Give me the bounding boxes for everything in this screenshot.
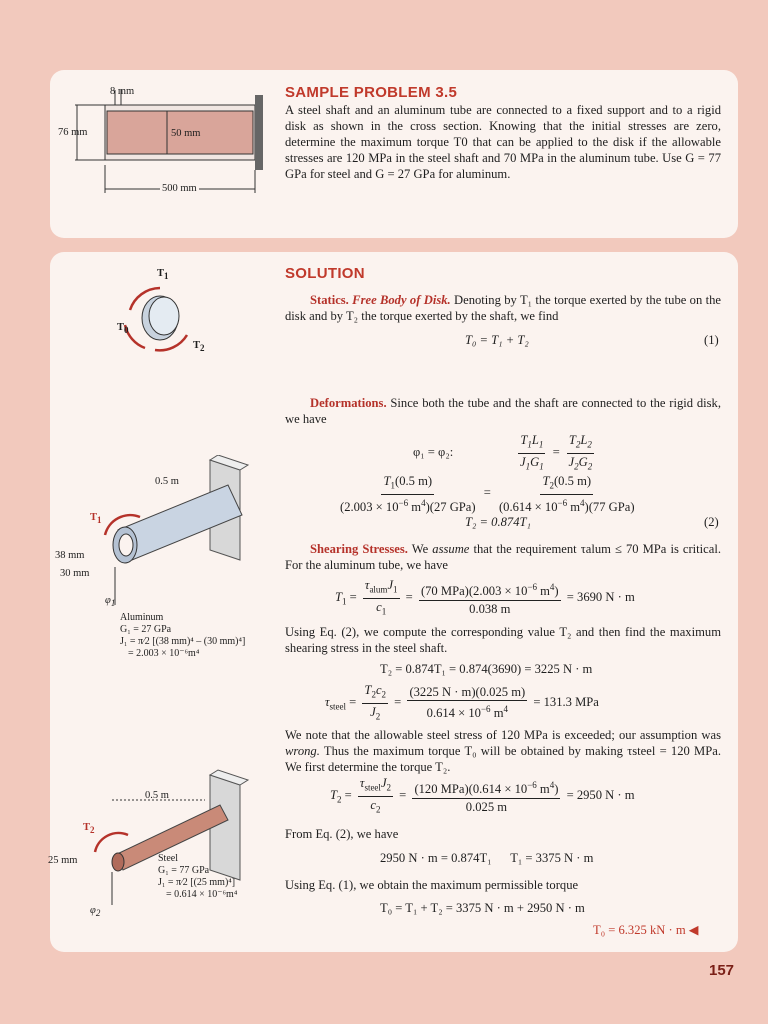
deformation-substitution: $\frac{T_1(0.5 m)}{(2.003 \times 10^{-6} m^4)(27 GPa)}$ = $\frac{T_2(0.5 m)}{(0.614 \times 10^{-6} m^4)(77 GPa)}$ (340, 474, 635, 514)
t2-from-steel-computation: $T_2$ = $\frac{\tau_{steel}J_2}{c_2}$ = $\frac{(120 MPa)(0.614 \times 10^{-6} m^4)}{0.025 m}$ = 2950 N · m (330, 776, 635, 815)
phi-equality: φ₁ = φ₂: (413, 445, 454, 459)
disk-free-body-figure (115, 280, 205, 355)
alum-length: 0.5 m (155, 476, 179, 487)
equation-1: T₀ = T₁ + T₂ (465, 333, 529, 347)
equation-2-number: (2) (704, 515, 719, 529)
note-paragraph: We note that the allowable steel stress of 120 MPa is exceeded; our assumption was wrong. Thus the maximum torque T₀ will be obtained by making τsteel = 120 MPa. We first determine the torque T₂. (285, 728, 721, 774)
alum-dim-30mm: 30 mm (60, 568, 90, 579)
problem-title: SAMPLE PROBLEM 3.5 (285, 84, 458, 101)
dim-50mm: 50 mm (171, 128, 201, 139)
t1-label: $T_1$ (157, 268, 169, 282)
alum-dim-38mm: 38 mm (55, 550, 85, 561)
using-eq1-text: Using Eq. (1), we obtain the maximum permissible torque (285, 878, 579, 892)
dim-8mm: 8 mm (110, 86, 135, 97)
steel-length: 0.5 m (145, 790, 169, 801)
alum-phi-label: $\varphi_1$ (105, 595, 116, 609)
statics-paragraph: Statics. Free Body of Disk. Denoting by T₁ the torque exerted by the tube on the disk and by T₂ the torque exerted by the shaft, we find (285, 293, 721, 323)
final-answer: T₀ = 6.325 kN · m ◀ (593, 923, 699, 937)
using-eq2-paragraph: Using Eq. (2), we compute the corresponding value T₂ and then find the maximum shearing stress in the steel shaft. (285, 625, 721, 655)
t1-computation: $T_1$ = $\frac{\tau_{alum}J_1}{c_1}$ = $\frac{(70 MPa)(2.003 \times 10^{-6} m^4)}{0.038 m}$ = 3690 N · m (335, 578, 635, 617)
alum-properties: Aluminum G₁ = 27 GPa J₁ = π⁄2 [(38 mm)⁴ – (30 mm)⁴] = 2.003 × 10⁻⁶m⁴ (120, 612, 246, 659)
steel-dim-25mm: 25 mm (48, 855, 78, 866)
dim-500mm: 500 mm (162, 183, 197, 194)
deformation-ratio: $\frac{T_1L_1}{J_1G_1}$ = $\frac{T_2L_2}{J_2G_2}$ (520, 433, 593, 472)
dim-76mm: 76 mm (58, 127, 88, 138)
steel-properties: Steel G₁ = 77 GPa J₁ = π⁄2 [(25 mm)⁴] = 0.614 × 10⁻⁶m⁴ (158, 853, 238, 900)
t2-computation: T₂ = 0.874T₁ = 0.874(3690) = 3225 N · m (380, 662, 593, 676)
t2-label: $T_2$ (193, 340, 205, 354)
deformations-paragraph: Deformations. Since both the tube and the shaft are connected to the rigid disk, we have (285, 396, 722, 426)
steel-phi-label: $\varphi_2$ (90, 905, 101, 919)
t1-final-computation: 2950 N · m = 0.874T₁ T₁ = 3375 N · m (380, 851, 594, 865)
tau-steel-computation: $\tau_{steel}$ = $\frac{T_2c_2}{J_2}$ = $\frac{(3225 N \cdot m)(0.025 m)}{0.614 \times 10^{-6} m^4}$ = 131.3 MPa (325, 683, 599, 722)
from-eq2-text: From Eq. (2), we have (285, 827, 399, 841)
shearing-paragraph: Shearing Stresses. We assume that the requirement τalum ≤ 70 MPa is critical. For the aluminum tube, we have (285, 542, 722, 572)
t0-label: $T_0$ (117, 322, 129, 336)
page-number: 157 (709, 962, 735, 979)
equation-1-number: (1) (704, 333, 719, 347)
steel-t2-label: $T_2$ (83, 822, 95, 836)
solution-title: SOLUTION (285, 265, 365, 282)
equation-2: T₂ = 0.874T₁ (465, 515, 531, 529)
final-equation: T₀ = T₁ + T₂ = 3375 N · m + 2950 N · m (380, 901, 585, 915)
alum-t1-label: $T_1$ (90, 512, 102, 526)
problem-statement: A steel shaft and an aluminum tube are connected to a fixed support and to a rigid disk as shown in the cross section. Knowing that the initial stresses are zero, determine the maximum torque T0 that can be applied to the disk if the allowable stresses are 120 MPa in the steel shaft and 70 MPa in the aluminum tube. Use G = 77 GPa for steel and G = 27 GPa for aluminum. (285, 103, 721, 181)
